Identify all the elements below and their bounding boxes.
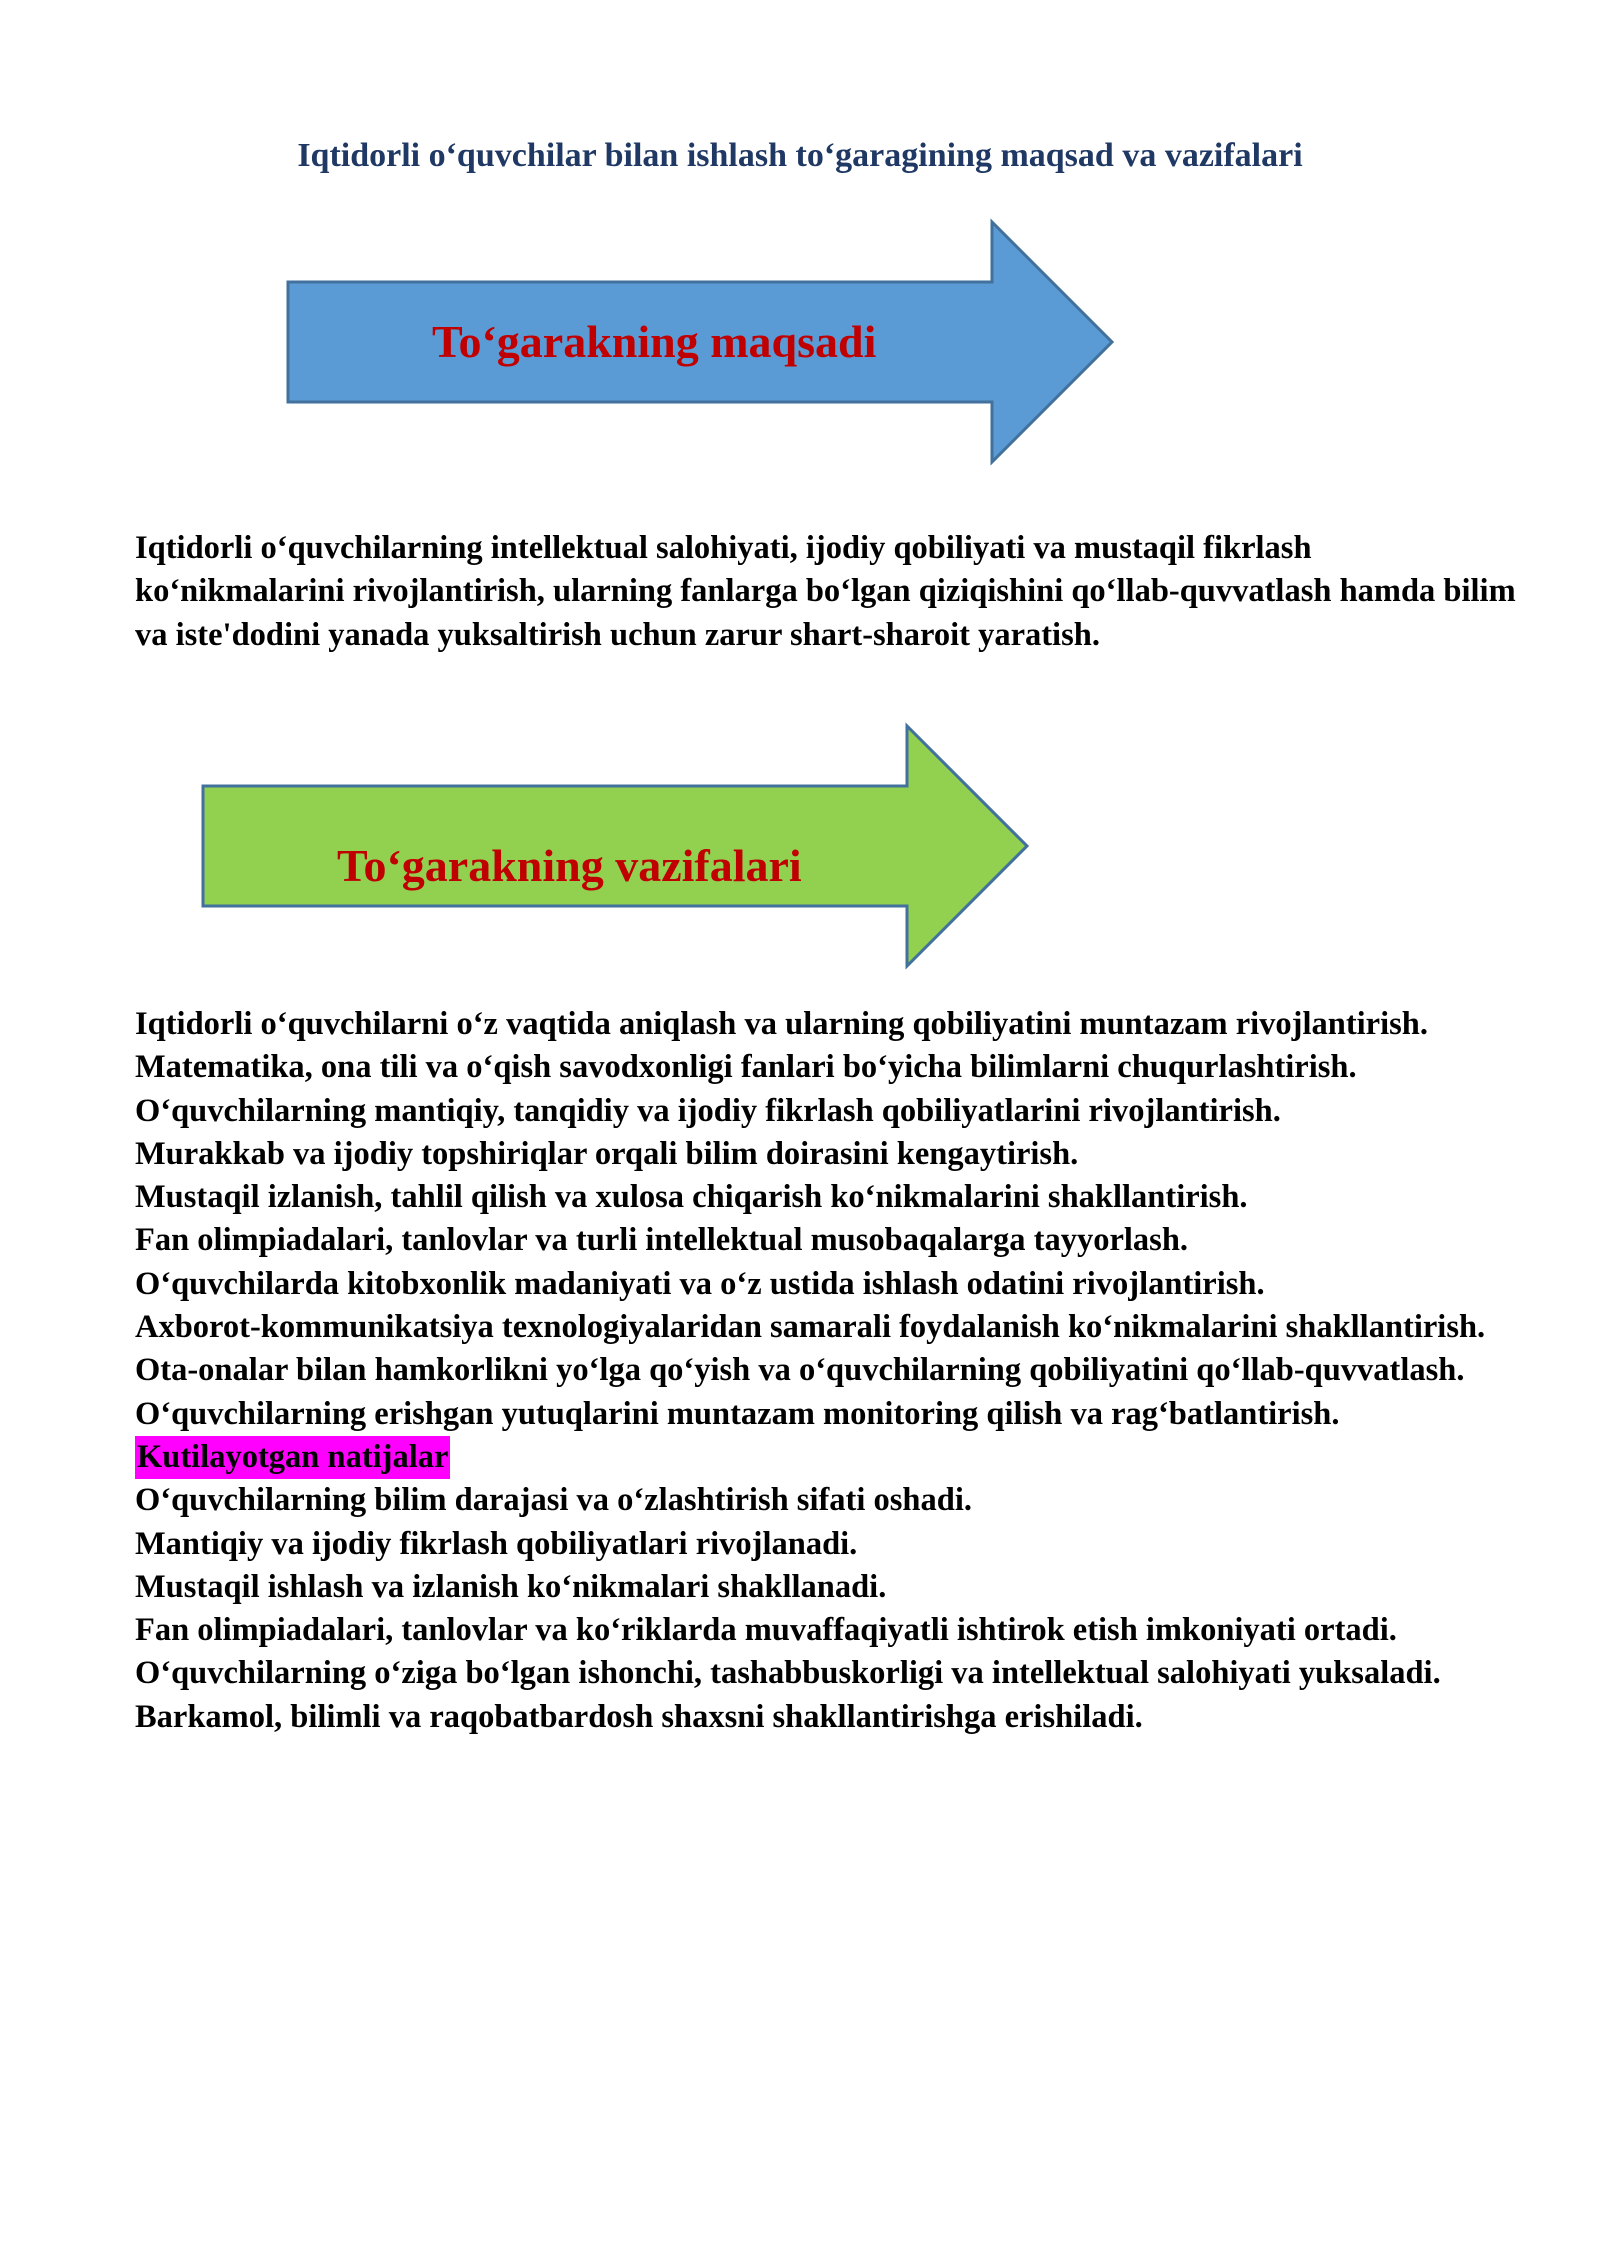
result-item: Barkamol, bilimli va raqobatbardosh shaxsni shakllantirishga erishiladi.: [135, 1698, 1143, 1735]
results-list: [135, 1479, 1525, 1739]
task-item: Fan olimpiadalari, tanlovlar va turli intellektual musobaqalarga tayyorlash.: [135, 1222, 1189, 1259]
tasks-and-results: [135, 1003, 1525, 1739]
page-title: Iqtidorli o‘quvchilar bilan ishlash to‘garagining maqsad va vazifalari: [297, 137, 1303, 174]
result-item: Mustaqil ishlash va izlanish ko‘nikmalari shakllanadi.: [135, 1568, 887, 1605]
tasks-list: [135, 1003, 1525, 1436]
task-item: Ota-onalar bilan hamkorlikni yo‘lga qo‘yish va o‘quvchilarning qobiliyatini qo‘llab-quvvatlash.: [135, 1352, 1465, 1389]
task-item: Axborot-kommunikatsiya texnologiyalaridan samarali foydalanish ko‘nikmalarini shakllantirish.: [135, 1309, 1486, 1346]
tasks-arrow-label: To‘garakning vazifalari: [337, 840, 802, 891]
goal-text: [135, 527, 1525, 657]
goal-arrow: [280, 218, 1120, 468]
result-item: Fan olimpiadalari, tanlovlar va ko‘riklarda muvaffaqiyatli ishtirok etish imkoniyati ortadi.: [135, 1612, 1397, 1649]
task-item: Iqtidorli o‘quvchilarni o‘z vaqtida aniqlash va ularning qobiliyatini muntazam rivojlantirish.: [135, 1006, 1428, 1042]
task-item: O‘quvchilarning erishgan yutuqlarini muntazam monitoring qilish va rag‘batlantirish.: [135, 1395, 1340, 1432]
result-item: Mantiqiy va ijodiy fikrlash qobiliyatlari rivojlanadi.: [135, 1525, 858, 1562]
result-item: O‘quvchilarning bilim darajasi va o‘zlashtirish sifati oshadi.: [135, 1482, 972, 1519]
tasks-arrow: [195, 722, 1035, 972]
task-item: O‘quvchilarda kitobxonlik madaniyati va o‘z ustida ishlash odatini rivojlantirish.: [135, 1265, 1265, 1302]
goal-paragraph: Iqtidorli o‘quvchilarning intellektual salohiyati, ijodiy qobiliyati va mustaqil fikrlash ko‘nikmalarini rivojlantirish, ularning fanlarga bo‘lgan qiziqishini qo‘llab-quvvatlash hamda bilim va iste'dodini yanada yuksaltirish uchun zarur shart-sharoit yaratish.: [135, 530, 1516, 653]
task-item: Murakkab va ijodiy topshiriqlar orqali bilim doirasini kengaytirish.: [135, 1135, 1079, 1172]
result-item: O‘quvchilarning o‘ziga bo‘lgan ishonchi, tashabbuskorligi va intellektual salohiyati yuksaladi.: [135, 1655, 1441, 1692]
task-item: O‘quvchilarning mantiqiy, tanqidiy va ijodiy fikrlash qobiliyatlarini rivojlantirish.: [135, 1092, 1281, 1129]
task-item: Mustaqil izlanish, tahlil qilish va xulosa chiqarish ko‘nikmalarini shakllantirish.: [135, 1179, 1248, 1216]
task-item: Matematika, ona tili va o‘qish savodxonligi fanlari bo‘yicha bilimlarni chuqurlashtirish.: [135, 1049, 1357, 1086]
results-heading: Kutilayotgan natijalar: [135, 1436, 450, 1479]
goal-arrow-label: To‘garakning maqsadi: [432, 316, 877, 367]
results-heading-line: [135, 1436, 1525, 1479]
